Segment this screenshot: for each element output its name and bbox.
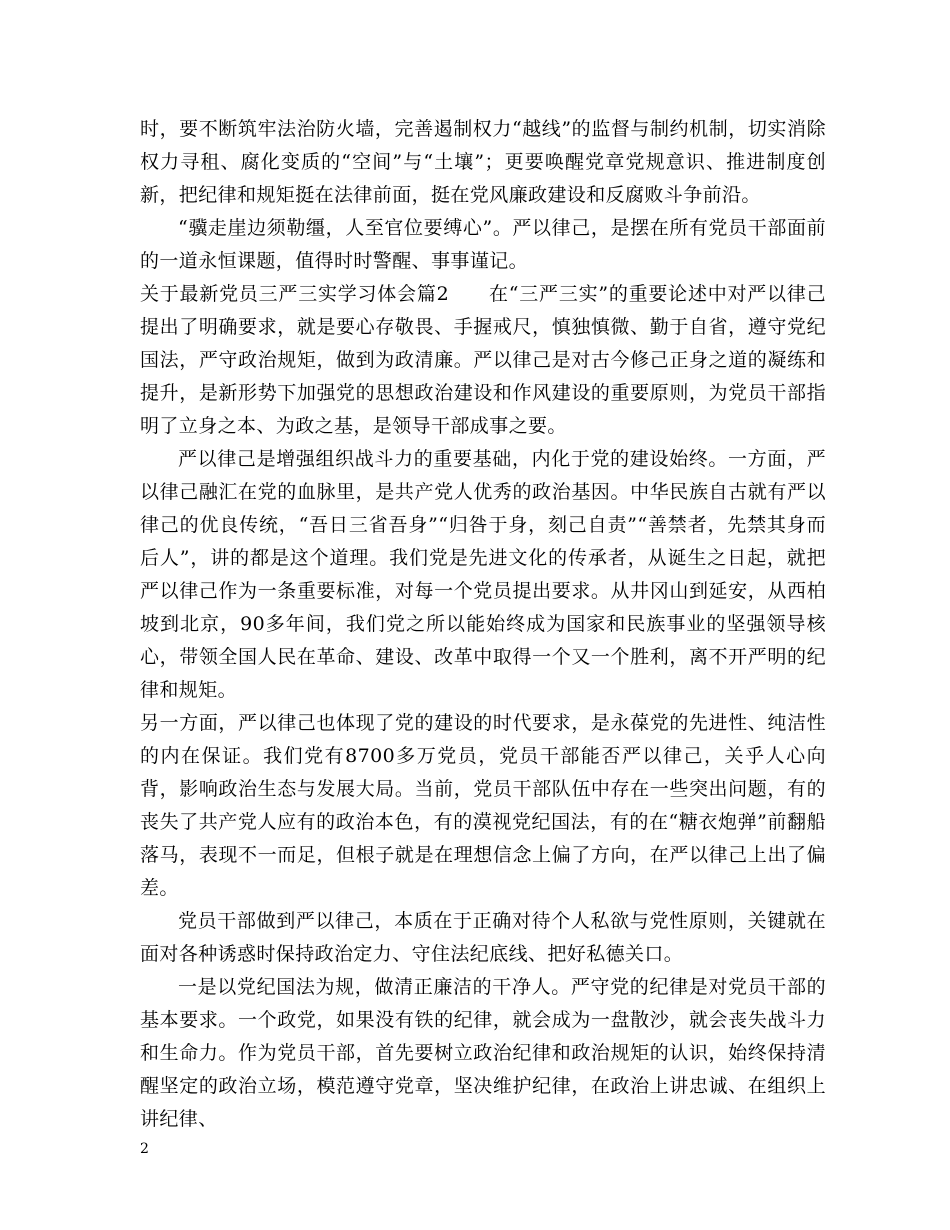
document-body bbox=[140, 113, 826, 1136]
paragraph-other-side: 另一方面，严以律己也体现了党的建设的时代要求，是永葆党的先进性、纯洁性的内在保证。我们党有8700多万党员，党员干部能否严以律己，关乎人心向背，影响政治生态与发展大局。当前，党员干部队伍中存在一些突出问题，有的丧失了共产党人应有的政治本色，有的漠视党纪国法，有的在“糖衣炮弹”前翻船落马，表现不一而足，但根子就是在理想信念上偏了方向，在严以律己上出了偏差。 bbox=[140, 712, 826, 899]
page-number: 2 bbox=[140, 1141, 149, 1157]
paragraph-continuation: 时，要不断筑牢法治防火墙，完善遏制权力“越线”的监督与制约机制，切实消除权力寻租、腐化变质的“空间”与“土壤”；更要唤醒党章党规意识、推进制度创新，把纪律和规矩挺在法律前面，挺在党风廉政建设和反腐败斗争前沿。 bbox=[140, 118, 826, 206]
paragraph-essence: 党员干部做到严以律己，本质在于正确对待个人私欲与党性原则，关键就在面对各种诱惑时保持政治定力、守住法纪底线、把好私德关口。 bbox=[140, 910, 826, 965]
paragraph-article-heading: 关于最新党员三严三实学习体会篇2 在“三严三实”的重要论述中对严以律己提出了明确要求，就是要心存敬畏、手握戒尺，慎独慎微、勤于自省，遵守党纪国法，严守政治规矩，做到为政清廉。严以律己是对古今修己正身之道的凝练和提升，是新形势下加强党的思想政治建设和作风建设的重要原则，为党员干部指明了立身之本、为政之基，是领导干部成事之要。 bbox=[140, 283, 826, 437]
paragraph-foundation: 严以律己是增强组织战斗力的重要基础，内化于党的建设始终。一方面，严以律己融汇在党的血脉里，是共产党人优秀的政治基因。中华民族自古就有严以律己的优良传统，“吾日三省吾身”“归咎于身，刻己自责”“善禁者，先禁其身而后人”，讲的都是这个道理。我们党是先进文化的传承者，从诞生之日起，就把严以律己作为一条重要标准，对每一个党员提出要求。从井冈山到延安，从西柏坡到北京，90多年间，我们党之所以能始终成为国家和民族事业的坚强领导核心，带领全国人民在革命、建设、改革中取得一个又一个胜利，离不开严明的纪律和规矩。 bbox=[140, 448, 826, 701]
paragraph-quote: “骥走崖边须勒缰，人至官位要缚心”。严以律己，是摆在所有党员干部面前的一道永恒课题，值得时时警醒、事事谨记。 bbox=[140, 217, 826, 272]
paragraph-point-one: 一是以党纪国法为规，做清正廉洁的干净人。严守党的纪律是对党员干部的基本要求。一个政党，如果没有铁的纪律，就会成为一盘散沙，就会丧失战斗力和生命力。作为党员干部，首先要树立政治纪律和政治规矩的认识，始终保持清醒坚定的政治立场，模范遵守党章，坚决维护纪律，在政治上讲忠诚、在组织上讲纪律、 bbox=[140, 976, 826, 1130]
